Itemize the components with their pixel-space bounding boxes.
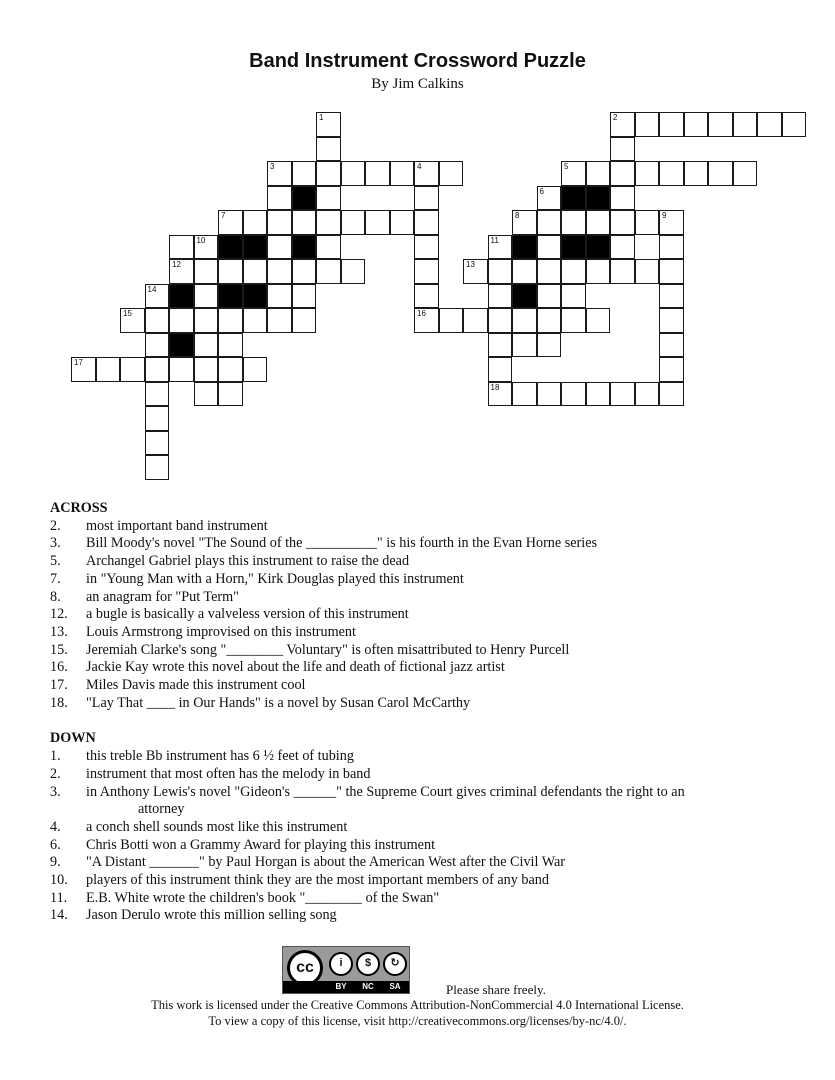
grid-cell[interactable]	[292, 284, 317, 309]
grid-cell[interactable]	[243, 357, 268, 382]
clue-item	[50, 695, 790, 713]
grid-cell[interactable]	[218, 210, 243, 235]
grid-cell[interactable]	[439, 161, 464, 186]
grid-cell[interactable]	[488, 357, 513, 382]
grid-cell[interactable]	[365, 161, 390, 186]
page-title: Band Instrument Crossword Puzzle	[249, 50, 586, 72]
clue-item	[50, 890, 790, 908]
grid-cell[interactable]	[316, 137, 341, 162]
grid-cell[interactable]	[586, 161, 611, 186]
grid-cell[interactable]	[635, 112, 660, 137]
badge-label-by: BY	[335, 982, 347, 991]
grid-cell[interactable]	[488, 308, 513, 333]
grid-cell[interactable]	[439, 308, 464, 333]
grid-cell-black	[292, 235, 317, 260]
grid-cell[interactable]	[488, 235, 513, 260]
clue-item	[50, 553, 790, 571]
cell-number: 10	[196, 235, 206, 245]
grid-cell-black	[586, 235, 611, 260]
cell-number: 12	[172, 260, 181, 269]
cc-icon: cc	[287, 950, 323, 986]
grid-cell[interactable]	[145, 431, 170, 456]
grid-cell-black	[586, 186, 611, 211]
grid-cell[interactable]	[292, 259, 317, 284]
grid-cell[interactable]	[267, 210, 292, 235]
clue-number: 7.	[50, 570, 61, 587]
clue-text: in Anthony Lewis's novel "Gideon's ______" the Supreme Court gives criminal defendants the right to an	[86, 783, 685, 800]
clue-item	[50, 606, 790, 624]
clue-text: players of this instrument think they are the most important members of any band	[86, 872, 549, 889]
cell-number: 8	[515, 211, 520, 220]
clue-number: 13.	[50, 623, 68, 640]
cell-number: 2	[613, 113, 618, 122]
cell-number: 7	[221, 211, 226, 220]
grid-cell[interactable]	[537, 284, 562, 309]
clue-text: Chris Botti won a Grammy Award for playing this instrument	[86, 836, 436, 853]
clue-text: Jason Derulo wrote this million selling song	[86, 907, 337, 924]
license-url[interactable]: To view a copy of this license, visit http://creativecommons.org/licenses/by-nc/4.0/.	[208, 1014, 627, 1028]
clue-text: an anagram for "Put Term"	[86, 588, 239, 605]
grid-cell[interactable]	[610, 137, 635, 162]
grid-cell[interactable]	[635, 210, 660, 235]
clue-item	[50, 624, 790, 642]
grid-cell[interactable]	[120, 357, 145, 382]
clue-number: 17.	[50, 677, 68, 694]
grid-cell[interactable]	[659, 235, 684, 260]
grid-cell[interactable]	[218, 259, 243, 284]
clue-number: 8.	[50, 588, 61, 605]
cell-number: 16	[417, 309, 426, 318]
clue-number: 6.	[50, 836, 61, 853]
clue-text: "Lay That ____ in Our Hands" is a novel by Susan Carol McCarthy	[86, 694, 471, 711]
grid-cell[interactable]	[145, 382, 170, 407]
cell-number: 18	[490, 382, 500, 392]
grid-cell[interactable]	[684, 112, 709, 137]
grid-cell[interactable]	[537, 308, 562, 333]
grid-cell[interactable]	[292, 161, 317, 186]
grid-cell[interactable]	[194, 333, 219, 358]
grid-cell-black	[218, 284, 243, 309]
clue-text: a conch shell sounds most like this instrument	[86, 818, 348, 835]
grid-cell-black	[218, 235, 243, 260]
clue-item	[50, 766, 790, 784]
clue-number: 15.	[50, 641, 68, 658]
grid-cell[interactable]	[341, 161, 366, 186]
clue-item	[50, 535, 790, 553]
cell-number: 6	[539, 186, 544, 196]
clue-number: 2.	[50, 517, 61, 534]
grid-cell[interactable]	[316, 112, 341, 137]
clue-number: 5.	[50, 553, 61, 570]
across-heading: ACROSS	[50, 500, 108, 516]
grid-cell[interactable]	[218, 333, 243, 358]
clue-text: Louis Armstrong improvised on this instrument	[86, 623, 356, 640]
clue-text: a bugle is basically a valveless version of this instrument	[86, 606, 409, 623]
grid-cell[interactable]	[316, 210, 341, 235]
clue-number: 14.	[50, 907, 68, 924]
grid-cell[interactable]	[512, 333, 537, 358]
down-heading: DOWN	[50, 730, 96, 747]
grid-cell-black	[169, 284, 194, 309]
grid-cell[interactable]	[659, 161, 684, 186]
grid-cell[interactable]	[145, 284, 170, 309]
clue-number: 2.	[50, 765, 61, 782]
grid-cell[interactable]	[757, 112, 782, 137]
grid-cell-black	[292, 186, 317, 211]
down-clue-list	[50, 748, 790, 925]
grid-cell[interactable]	[659, 284, 684, 309]
grid-cell[interactable]	[610, 112, 635, 137]
grid-cell[interactable]	[684, 161, 709, 186]
cell-number: 14	[147, 284, 157, 294]
grid-cell[interactable]	[145, 406, 170, 431]
grid-cell[interactable]	[610, 210, 635, 235]
grid-cell[interactable]	[390, 210, 415, 235]
clue-item	[50, 677, 790, 695]
grid-cell[interactable]	[218, 308, 243, 333]
license-statement: This work is licensed under the Creative Commons Attribution-NonCommercial 4.0 International License.	[151, 998, 684, 1012]
cc-license-badge[interactable]	[282, 946, 410, 994]
clue-item	[50, 518, 790, 536]
clue-item	[50, 784, 790, 819]
clue-text: in "Young Man with a Horn," Kirk Douglas played this instrument	[86, 570, 464, 587]
grid-cell[interactable]	[708, 161, 733, 186]
grid-cell[interactable]	[414, 186, 439, 211]
grid-cell[interactable]	[463, 259, 488, 284]
clue-item	[50, 589, 790, 607]
clue-item	[50, 748, 790, 766]
grid-cell[interactable]	[610, 186, 635, 211]
grid-cell[interactable]	[414, 308, 439, 333]
grid-cell[interactable]	[610, 235, 635, 260]
grid-cell[interactable]	[635, 382, 660, 407]
grid-cell[interactable]	[267, 284, 292, 309]
clue-number: 18.	[50, 694, 68, 711]
grid-cell[interactable]	[316, 186, 341, 211]
grid-cell[interactable]	[414, 284, 439, 309]
clue-number: 1.	[50, 748, 61, 765]
grid-cell[interactable]	[194, 308, 219, 333]
grid-cell[interactable]	[512, 382, 537, 407]
grid-cell[interactable]	[194, 235, 219, 260]
grid-cell[interactable]	[733, 161, 758, 186]
grid-cell[interactable]	[512, 210, 537, 235]
clue-text: this treble Bb instrument has 6 ½ feet of tubing	[86, 748, 354, 765]
grid-cell[interactable]	[316, 259, 341, 284]
grid-cell[interactable]	[267, 259, 292, 284]
cell-number: 13	[466, 260, 475, 269]
grid-cell[interactable]	[659, 333, 684, 358]
grid-cell[interactable]	[586, 259, 611, 284]
grid-cell[interactable]	[561, 161, 586, 186]
grid-cell[interactable]	[120, 308, 145, 333]
clue-item	[50, 872, 790, 890]
clue-text: Jeremiah Clarke's song "________ Voluntary" is often misattributed to Henry Purcell	[86, 641, 570, 658]
grid-cell[interactable]	[145, 455, 170, 480]
grid-cell[interactable]	[96, 357, 121, 382]
cell-number: 4	[417, 162, 422, 171]
clue-text: instrument that most often has the melody in band	[86, 765, 371, 782]
grid-cell[interactable]	[71, 357, 96, 382]
across-clue-list	[50, 518, 790, 713]
grid-cell[interactable]	[169, 308, 194, 333]
grid-cell[interactable]	[488, 284, 513, 309]
cell-number: 11	[490, 235, 499, 245]
grid-cell-black	[561, 186, 586, 211]
grid-cell-black	[561, 235, 586, 260]
grid-cell-black	[512, 235, 537, 260]
attribution-person-icon: i	[329, 952, 353, 976]
clues-section	[50, 500, 790, 925]
grid-cell[interactable]	[365, 210, 390, 235]
grid-cell-black	[169, 333, 194, 358]
grid-cell[interactable]	[488, 333, 513, 358]
grid-cell[interactable]	[292, 308, 317, 333]
clue-number: 3.	[50, 535, 61, 552]
grid-cell-black	[243, 284, 268, 309]
grid-cell[interactable]	[561, 259, 586, 284]
grid-cell[interactable]	[145, 357, 170, 382]
clue-text-continued: attorney	[138, 801, 185, 818]
grid-cell-black	[243, 235, 268, 260]
grid-cell[interactable]	[243, 259, 268, 284]
grid-cell[interactable]	[537, 186, 562, 211]
clue-number: 3.	[50, 783, 61, 800]
clue-text: Bill Moody's novel "The Sound of the __________" is his fourth in the Evan Horne series	[86, 535, 598, 552]
grid-cell[interactable]	[512, 308, 537, 333]
grid-cell[interactable]	[659, 382, 684, 407]
noncommercial-dollar-icon: $	[356, 952, 380, 976]
grid-cell[interactable]	[659, 259, 684, 284]
grid-cell[interactable]	[586, 382, 611, 407]
grid-cell[interactable]	[243, 308, 268, 333]
license-footer	[0, 940, 835, 1060]
grid-cell[interactable]	[537, 382, 562, 407]
grid-cell[interactable]	[414, 259, 439, 284]
crossword-grid	[0, 0, 835, 500]
clue-text: E.B. White wrote the children's book "________ of the Swan"	[86, 889, 440, 906]
clue-text: Jackie Kay wrote this novel about the life and death of fictional jazz artist	[86, 659, 505, 676]
grid-cell[interactable]	[292, 210, 317, 235]
grid-cell[interactable]	[561, 382, 586, 407]
cell-number: 1	[319, 113, 324, 122]
clue-item	[50, 854, 790, 872]
grid-cell[interactable]	[537, 333, 562, 358]
grid-cell[interactable]	[635, 161, 660, 186]
grid-cell[interactable]	[169, 357, 194, 382]
grid-cell[interactable]	[561, 284, 586, 309]
grid-cell[interactable]	[537, 235, 562, 260]
clue-item	[50, 837, 790, 855]
share-note: Please share freely.	[446, 982, 546, 997]
clue-number: 9.	[50, 854, 61, 871]
cell-number: 17	[74, 358, 83, 367]
grid-cell-black	[512, 284, 537, 309]
grid-cell[interactable]	[316, 235, 341, 260]
clue-text: "A Distant _______" by Paul Horgan is about the American West after the Civil War	[86, 854, 565, 871]
grid-cell[interactable]	[463, 308, 488, 333]
grid-cell[interactable]	[390, 161, 415, 186]
grid-cell[interactable]	[316, 161, 341, 186]
grid-cell[interactable]	[610, 161, 635, 186]
grid-cell[interactable]	[218, 357, 243, 382]
grid-cell[interactable]	[635, 259, 660, 284]
grid-cell[interactable]	[733, 112, 758, 137]
grid-cell[interactable]	[659, 112, 684, 137]
grid-cell[interactable]	[267, 161, 292, 186]
clue-item	[50, 642, 790, 660]
clue-item	[50, 659, 790, 677]
clue-item	[50, 907, 790, 925]
grid-cell[interactable]	[194, 259, 219, 284]
grid-cell[interactable]	[414, 210, 439, 235]
badge-label-sa: SA	[389, 982, 401, 991]
clue-number: 10.	[50, 872, 68, 889]
clue-item	[50, 571, 790, 589]
grid-cell[interactable]	[267, 308, 292, 333]
grid-cell[interactable]	[194, 284, 219, 309]
grid-cell[interactable]	[218, 382, 243, 407]
grid-cell[interactable]	[169, 235, 194, 260]
grid-cell[interactable]	[267, 235, 292, 260]
grid-cell[interactable]	[610, 259, 635, 284]
grid-cell[interactable]	[537, 210, 562, 235]
grid-cell[interactable]	[341, 210, 366, 235]
grid-cell[interactable]	[145, 333, 170, 358]
sharealike-icon: ↻	[383, 952, 407, 976]
grid-cell[interactable]	[708, 112, 733, 137]
grid-cell[interactable]	[488, 259, 513, 284]
grid-cell[interactable]	[414, 161, 439, 186]
clue-item	[50, 819, 790, 837]
byline: By Jim Calkins	[371, 76, 464, 92]
grid-cell[interactable]	[610, 382, 635, 407]
cell-number: 5	[564, 162, 569, 171]
clue-text: Archangel Gabriel plays this instrument to raise the dead	[86, 553, 410, 570]
clue-text: Miles Davis made this instrument cool	[86, 677, 306, 694]
cell-number: 9	[662, 211, 667, 220]
grid-cell[interactable]	[561, 210, 586, 235]
grid-cell[interactable]	[194, 357, 219, 382]
grid-cell[interactable]	[561, 308, 586, 333]
grid-cell[interactable]	[414, 235, 439, 260]
grid-cell[interactable]	[537, 259, 562, 284]
clue-number: 11.	[50, 889, 68, 906]
clue-text: most important band instrument	[86, 517, 268, 534]
grid-cell[interactable]	[267, 186, 292, 211]
grid-cell[interactable]	[194, 382, 219, 407]
clue-number: 16.	[50, 659, 68, 676]
grid-cell[interactable]	[586, 210, 611, 235]
grid-cell[interactable]	[586, 308, 611, 333]
grid-cell[interactable]	[659, 357, 684, 382]
grid-cell[interactable]	[782, 112, 807, 137]
grid-cell[interactable]	[341, 259, 366, 284]
grid-cell[interactable]	[512, 259, 537, 284]
grid-cell[interactable]	[659, 308, 684, 333]
grid-cell[interactable]	[488, 382, 513, 407]
cell-number: 3	[270, 162, 275, 171]
cell-number: 15	[123, 309, 132, 318]
clue-number: 12.	[50, 606, 68, 623]
clue-number: 4.	[50, 818, 61, 835]
badge-label-nc: NC	[362, 982, 374, 991]
grid-cell[interactable]	[169, 259, 194, 284]
grid-cell[interactable]	[145, 308, 170, 333]
grid-cell[interactable]	[243, 210, 268, 235]
grid-cell[interactable]	[659, 210, 684, 235]
